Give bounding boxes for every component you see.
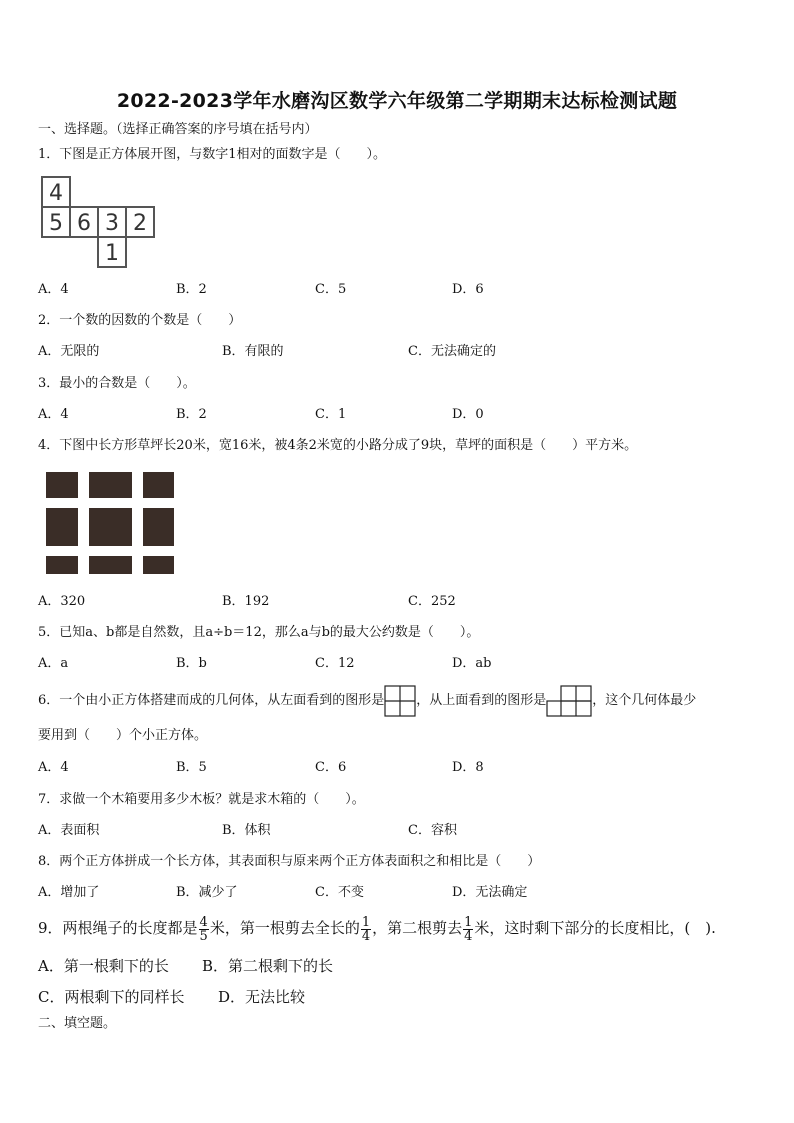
q4-option-a[interactable]: A．320 — [38, 594, 86, 609]
q9-option-c[interactable]: C．两根剩下的同样长 — [38, 988, 185, 1006]
question-4-text: 4．下图中长方形草坪长20米，宽16米，被4条2米宽的小路分成了9块，草坪的面积是（ ）平方米。 — [38, 438, 638, 453]
q6-option-c[interactable]: C．6 — [315, 760, 347, 775]
q4-option-b[interactable]: B．192 — [222, 594, 270, 609]
q9-text-part: ，第二根剪去 — [372, 919, 463, 937]
q3-option-d[interactable]: D．0 — [452, 407, 484, 422]
q6-option-b[interactable]: B．5 — [176, 760, 207, 775]
fraction-one-quarter: $\frac{1}{4}$ — [361, 914, 371, 944]
q2-option-c[interactable]: C．无法确定的 — [408, 344, 496, 359]
section-fill-heading: 二、填空题。 — [38, 1016, 117, 1031]
q6-text-part: ，这个几何体最少 — [592, 693, 697, 708]
q9-text-part: 米，这时剩下部分的长度相比，( ). — [474, 919, 716, 937]
q7-option-b[interactable]: B．体积 — [222, 823, 271, 838]
question-9-text — [38, 912, 716, 944]
net-digit: 6 — [77, 211, 91, 236]
question-1-text: 1．下图是正方体展开图，与数字1相对的面数字是（ ）。 — [38, 147, 387, 162]
q1-option-a[interactable]: A．4 — [38, 282, 69, 297]
q8-option-a[interactable]: A．增加了 — [38, 885, 100, 900]
q9-text-part: 9．两根绳子的长度都是 — [38, 919, 198, 937]
net-digit: 4 — [49, 181, 63, 206]
q5-option-a[interactable]: A．a — [38, 656, 69, 671]
q8-option-b[interactable]: B．减少了 — [176, 885, 238, 900]
q5-option-c[interactable]: C．12 — [315, 656, 355, 671]
q6-text-part: 6．一个由小正方体搭建而成的几何体，从左面看到的图形是 — [38, 693, 385, 708]
net-digit: 2 — [133, 211, 147, 236]
q8-option-d[interactable]: D．无法确定 — [452, 885, 528, 900]
cube-net-figure — [40, 175, 160, 273]
q9-option-d[interactable]: D．无法比较 — [218, 988, 306, 1006]
net-digit: 3 — [105, 211, 119, 236]
q1-option-b[interactable]: B．2 — [176, 282, 207, 297]
q9-option-a[interactable]: A．第一根剩下的长 — [38, 957, 169, 975]
net-digit: 1 — [105, 241, 119, 266]
question-8-text: 8．两个正方体拼成一个长方体，其表面积与原来两个正方体表面积之和相比是（ ） — [38, 854, 541, 869]
fraction-four-fifths: $\frac{4}{5}$ — [199, 914, 208, 944]
q3-option-a[interactable]: A．4 — [38, 407, 69, 422]
fraction-one-quarter: $\frac{1}{4}$ — [464, 914, 473, 944]
lawn-path-figure — [46, 472, 174, 574]
q8-option-c[interactable]: C．不变 — [315, 885, 364, 900]
question-6-text — [38, 684, 696, 718]
q6-option-d[interactable]: D．8 — [452, 760, 484, 775]
q2-option-a[interactable]: A．无限的 — [38, 344, 100, 359]
question-3-text: 3．最小的合数是（ ）。 — [38, 376, 196, 391]
q7-option-c[interactable]: C．容积 — [408, 823, 457, 838]
q3-option-c[interactable]: C．1 — [315, 407, 347, 422]
q5-option-d[interactable]: D．ab — [452, 656, 492, 671]
left-view-figure — [384, 685, 416, 717]
question-7-text: 7．求做一个木箱要用多少木板？就是求木箱的（ ）。 — [38, 792, 365, 807]
q1-option-c[interactable]: C．5 — [315, 282, 347, 297]
q6-text-part: ，从上面看到的图形是 — [416, 693, 547, 708]
q7-option-a[interactable]: A．表面积 — [38, 823, 100, 838]
section-choice-heading: 一、选择题。（选择正确答案的序号填在括号内） — [38, 122, 318, 137]
net-digit: 5 — [49, 211, 63, 236]
page-title: 2022-2023学年水磨沟区数学六年级第二学期期末达标检测试题 — [116, 90, 678, 112]
q5-option-b[interactable]: B．b — [176, 656, 207, 671]
question-5-text: 5．已知a、b都是自然数，且a÷b＝12，那么a与b的最大公约数是（ ）。 — [38, 625, 480, 640]
question-2-text: 2．一个数的因数的个数是（ ） — [38, 313, 242, 328]
q4-option-c[interactable]: C．252 — [408, 594, 456, 609]
q6-option-a[interactable]: A．4 — [38, 760, 69, 775]
q9-option-b[interactable]: B．第二根剩下的长 — [202, 957, 334, 975]
q3-option-b[interactable]: B．2 — [176, 407, 207, 422]
q2-option-b[interactable]: B．有限的 — [222, 344, 284, 359]
q9-text-part: 米，第一根剪去全长的 — [209, 919, 360, 937]
question-6-text-cont: 要用到（ ）个小正方体。 — [38, 728, 208, 743]
top-view-figure — [546, 685, 592, 717]
q1-option-d[interactable]: D．6 — [452, 282, 484, 297]
